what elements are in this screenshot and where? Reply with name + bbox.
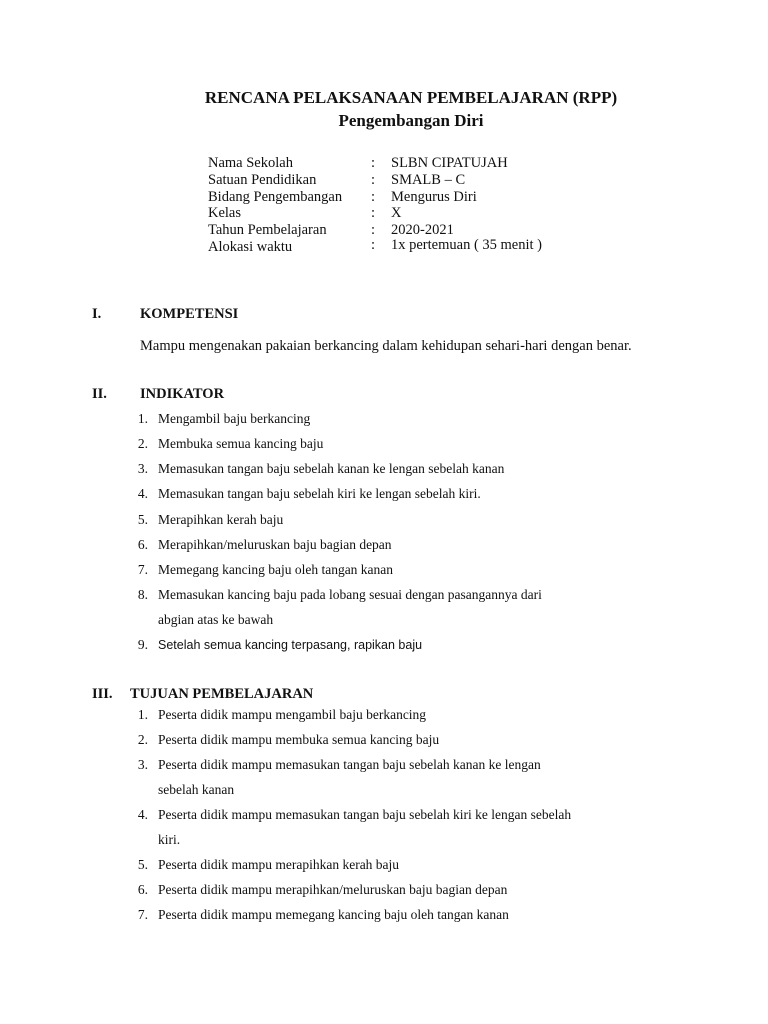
list-item: Peserta didik mampu merapihkan kerah baju xyxy=(158,857,400,872)
info-value-school: SLBN CIPATUJAH xyxy=(391,155,508,171)
info-value-time: 1x pertemuan ( 35 menit ) xyxy=(391,237,542,253)
info-label-field: Bidang Pengembangan xyxy=(208,189,343,205)
section-title-kompetensi: KOMPETENSI xyxy=(140,306,239,322)
info-colon: : xyxy=(371,189,376,205)
list-item-number: 5. xyxy=(137,857,148,872)
section-title-indikator: INDIKATOR xyxy=(140,386,225,402)
list-item: Mengambil baju berkancing xyxy=(158,411,311,426)
list-item-number: 3. xyxy=(137,757,148,772)
info-value-field: Mengurus Diri xyxy=(391,189,477,205)
section-number: I. xyxy=(92,306,102,322)
list-item-number: 6. xyxy=(137,882,148,897)
list-item: Peserta didik mampu memasukan tangan baju sebelah kanan ke lengan xyxy=(158,757,541,772)
info-label-school: Nama Sekolah xyxy=(208,155,293,171)
info-label-time: Alokasi waktu xyxy=(208,239,293,255)
list-item-number: 3. xyxy=(137,461,148,476)
list-item: Peserta didik mampu merapihkan/meluruskan baju bagian depan xyxy=(158,882,508,897)
list-item: Peserta didik mampu mengambil baju berkancing xyxy=(158,707,427,722)
list-item-number: 2. xyxy=(137,732,148,747)
list-item: Peserta didik mampu memegang kancing baju oleh tangan kanan xyxy=(158,907,509,922)
list-item-number: 4. xyxy=(137,807,148,822)
kompetensi-text: Mampu mengenakan pakaian berkancing dalam kehidupan sehari-hari dengan benar. xyxy=(140,338,632,354)
list-item-continuation: sebelah kanan xyxy=(158,782,235,797)
list-item: Membuka semua kancing baju xyxy=(158,436,324,451)
info-value-class: X xyxy=(391,205,402,221)
list-item: Peserta didik mampu memasukan tangan baju sebelah kiri ke lengan sebelah xyxy=(158,807,572,822)
list-item: Memasukan tangan baju sebelah kanan ke lengan sebelah kanan xyxy=(158,461,505,476)
document-subtitle: Pengembangan Diri xyxy=(338,111,484,130)
list-item: Merapihkan kerah baju xyxy=(158,512,284,527)
list-item: Merapihkan/meluruskan baju bagian depan xyxy=(158,537,392,552)
list-item-number: 5. xyxy=(137,512,148,527)
list-item: Memasukan kancing baju pada lobang sesuai dengan pasangannya dari xyxy=(158,587,542,602)
list-item-continuation: abgian atas ke bawah xyxy=(158,612,274,627)
info-colon: : xyxy=(371,237,376,253)
document-title: RENCANA PELAKSANAAN PEMBELAJARAN (RPP) xyxy=(204,88,618,107)
info-colon: : xyxy=(371,155,376,171)
section-title-tujuan: TUJUAN PEMBELAJARAN xyxy=(130,686,314,702)
list-item-number: 2. xyxy=(137,436,148,451)
info-colon: : xyxy=(371,222,376,238)
list-item-number: 1. xyxy=(137,411,148,426)
info-colon: : xyxy=(371,172,376,188)
list-item-number: 4. xyxy=(137,486,148,501)
info-label-year: Tahun Pembelajaran xyxy=(208,222,327,238)
list-item-number: 1. xyxy=(137,707,148,722)
section-number: III. xyxy=(92,686,113,702)
list-item: Memegang kancing baju oleh tangan kanan xyxy=(158,562,394,577)
info-label-class: Kelas xyxy=(208,205,242,221)
info-label-unit: Satuan Pendidikan xyxy=(208,172,317,188)
info-value-year: 2020-2021 xyxy=(391,222,454,238)
info-value-unit: SMALB – C xyxy=(391,172,466,188)
list-item-number: 8. xyxy=(137,587,148,602)
list-item-continuation: kiri. xyxy=(158,832,181,847)
list-item-number: 7. xyxy=(137,562,148,577)
list-item-number: 9. xyxy=(137,637,148,652)
section-number: II. xyxy=(92,386,107,402)
info-colon: : xyxy=(371,205,376,221)
list-item-number: 6. xyxy=(137,537,148,552)
list-item-number: 7. xyxy=(137,907,148,922)
list-item: Peserta didik mampu membuka semua kancing baju xyxy=(158,732,440,747)
list-item: Setelah semua kancing terpasang, rapikan baju xyxy=(158,638,423,652)
list-item: Memasukan tangan baju sebelah kiri ke lengan sebelah kiri. xyxy=(158,486,481,501)
